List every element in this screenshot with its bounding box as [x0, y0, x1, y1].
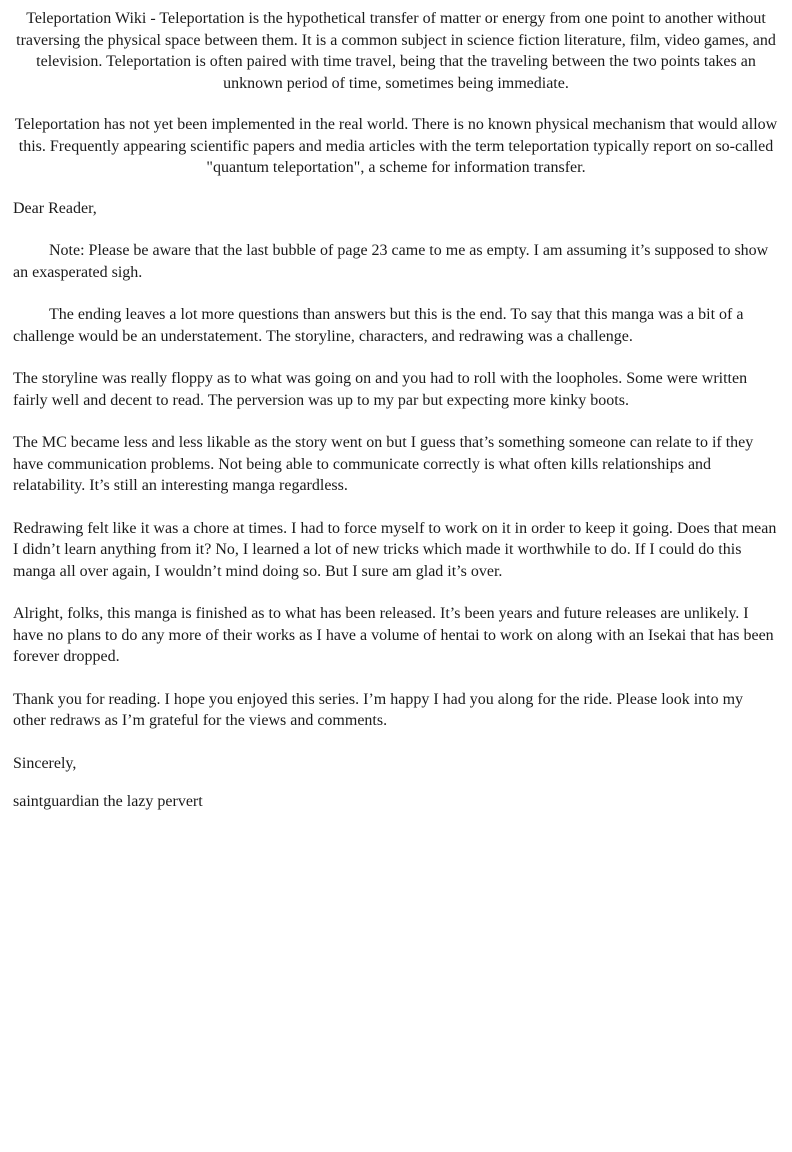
- letter-paragraph: The storyline was really floppy as to what was going on and you had to roll with the loopholes. Some were written fairly well and decent to read. The perversion was up to my par but expecting more kinky boots.: [13, 370, 748, 409]
- intro-paragraph-wiki: Teleportation Wiki - Teleportation is the hypothetical transfer of matter or energy from one point to another without traversing the physical space between them. It is a common subject in science fiction literature, film, video games, and television. Teleportation is often paired with time travel, being that the traveling between the two points takes an unknown period of time, sometimes being immediate.: [16, 10, 776, 92]
- letter-body: [13, 198, 779, 813]
- closing: Sincerely,: [13, 754, 77, 772]
- letter-paragraph: The MC became less and less likable as the story went on but I guess that’s something someone can relate to if they have communication problems. Not being able to communicate correctly is what often kills relationships and relatability. It’s still an interesting manga regardless.: [13, 434, 754, 494]
- letter-paragraph: Alright, folks, this manga is finished as to what has been released. It’s been years and future releases are unlikely. I have no plans to do any more of their works as I have a volume of hentai to work on along with an Isekai that has been forever dropped.: [13, 605, 774, 665]
- letter-paragraph: The ending leaves a lot more questions than answers but this is the end. To say that this manga was a bit of a challenge would be an understatement. The storyline, characters, and redrawing was a challenge.: [13, 306, 744, 345]
- salutation: Dear Reader,: [13, 199, 97, 217]
- note-paragraph: Note: Please be aware that the last bubble of page 23 came to me as empty. I am assuming it’s supposed to show an exasperated sigh.: [13, 242, 769, 281]
- signature: saintguardian the lazy pervert: [13, 793, 203, 810]
- letter-paragraph: Thank you for reading. I hope you enjoyed this series. I’m happy I had you along for the ride. Please look into my other redraws as I’m grateful for the views and comments.: [13, 690, 744, 729]
- intro-paragraph-real-world: Teleportation has not yet been implemented in the real world. There is no known physical mechanism that would allow this. Frequently appearing scientific papers and media articles with the term teleportation typically report on so-called "quantum teleportation", a scheme for information transfer.: [14, 116, 778, 176]
- letter-paragraph: Redrawing felt like it was a chore at times. I had to force myself to work on it in order to keep it going. Does that mean I didn’t learn anything from it? No, I learned a lot of new tricks which made it worthwhile to do. If I could do this manga all over again, I wouldn’t mind doing so. But I sure am glad it’s over.: [13, 519, 777, 580]
